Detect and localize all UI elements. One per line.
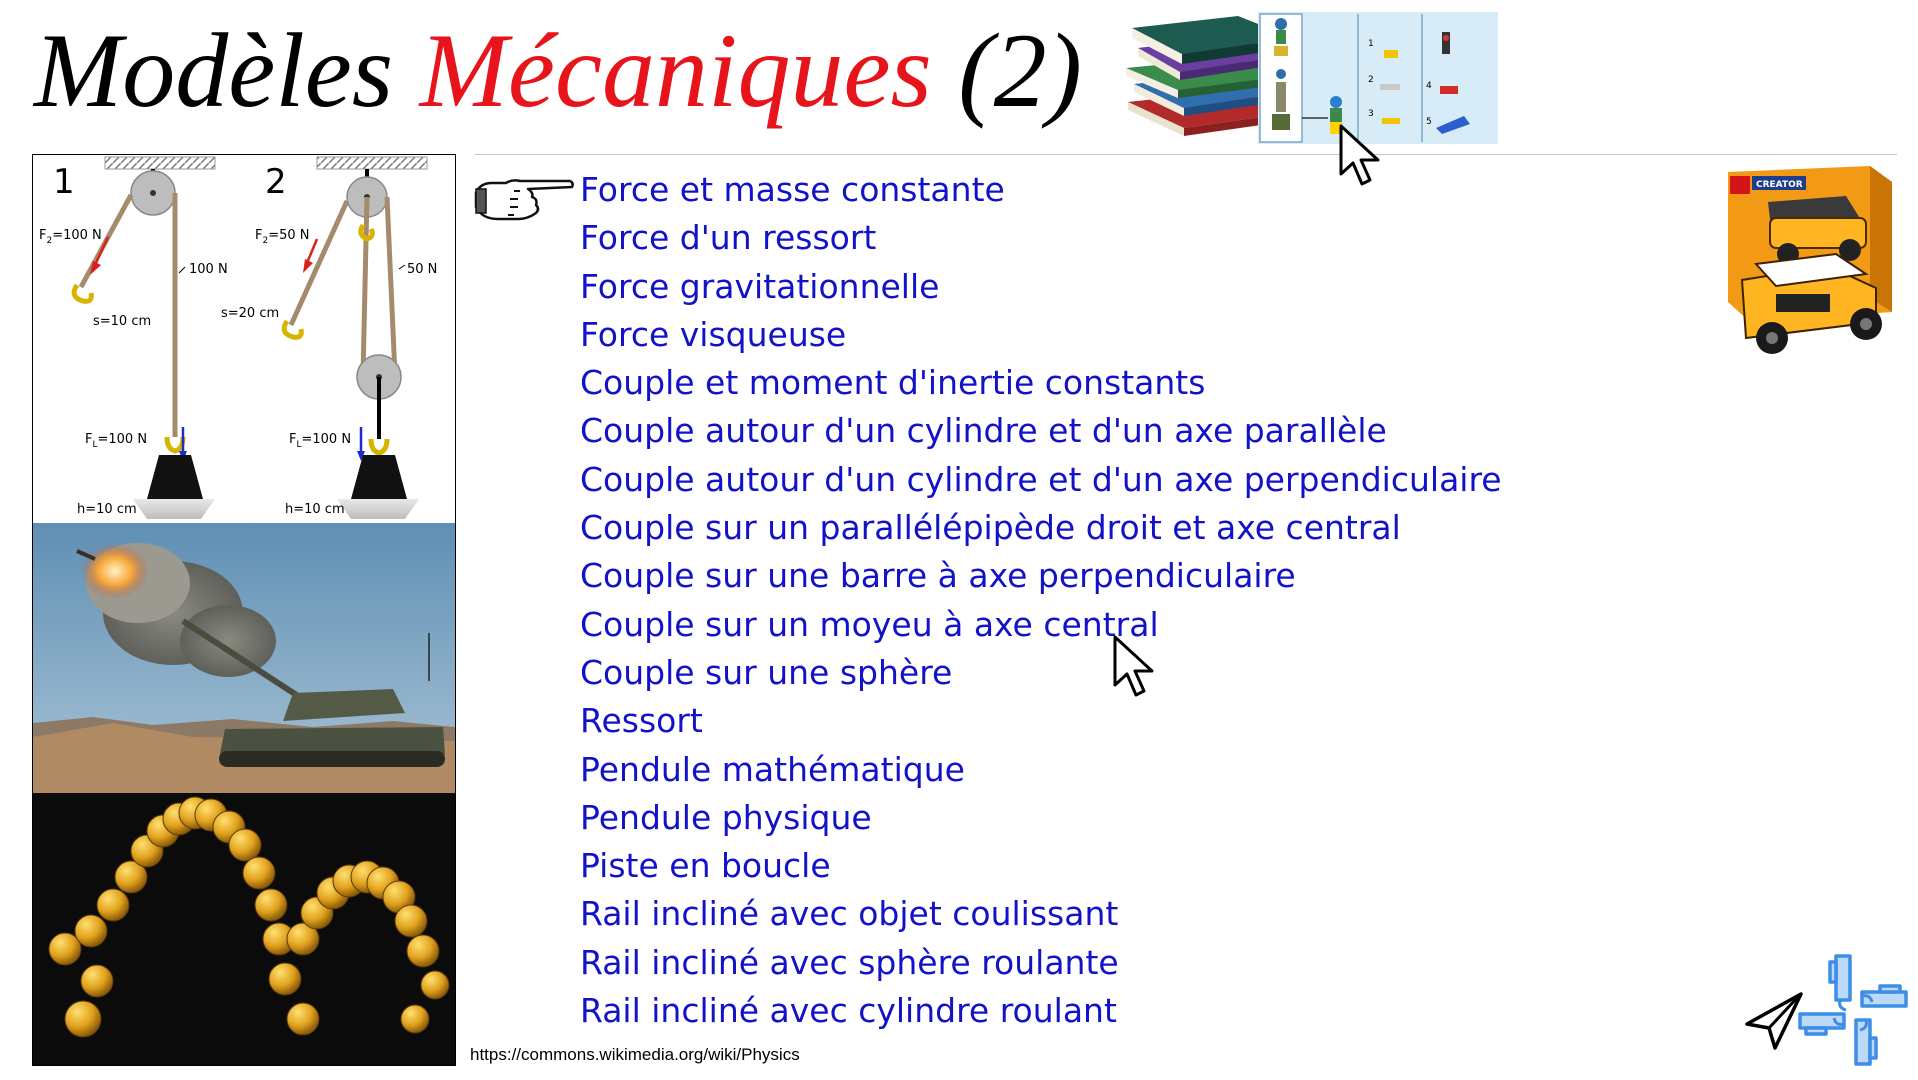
menu-item[interactable]: Couple autour d'un cylindre et d'un axe perpendiculaire	[580, 459, 1502, 499]
left-fl-label: $F_L=100$ N	[85, 432, 148, 450]
menu-item[interactable]: Ressort	[580, 701, 703, 741]
title-part-number: (2)	[958, 12, 1082, 129]
menu-item[interactable]: Rail incliné avec objet coulissant	[580, 894, 1119, 934]
diagram-number-2: 2	[265, 162, 287, 202]
mouse-cursor-icon	[1112, 635, 1160, 701]
lego-box-icon	[1716, 162, 1900, 358]
source-link[interactable]: https://commons.wikimedia.org/wiki/Physics	[470, 1045, 800, 1064]
left-s-label: s=10 cm	[93, 314, 152, 329]
right-rope-label: 50 N	[407, 262, 438, 277]
menu-item[interactable]: Couple et moment d'inertie constants	[580, 363, 1206, 403]
manual-step-3: 3	[1368, 109, 1374, 119]
manual-step-1: 1	[1368, 39, 1374, 49]
menu-item[interactable]: Pendule mathématique	[580, 749, 965, 789]
team-hands-icon[interactable]	[1796, 952, 1910, 1068]
left-rope-label: 100 N	[189, 262, 228, 277]
manual-step-2: 2	[1368, 75, 1374, 85]
manual-step-5: 5	[1426, 117, 1432, 127]
manual-step-4: 4	[1426, 81, 1432, 91]
right-fl-label: $F_L=100$ N	[289, 432, 352, 450]
title-part-modeles: Modèles	[34, 12, 394, 129]
menu-item[interactable]: Force d'un ressort	[580, 218, 877, 258]
mouse-cursor-icon	[1741, 990, 1803, 1052]
pointing-hand-icon	[474, 175, 574, 227]
menu-item[interactable]: Piste en boucle	[580, 846, 831, 886]
menu-item[interactable]: Pendule physique	[580, 797, 872, 837]
menu-item[interactable]: Force gravitationnelle	[580, 266, 940, 306]
title-part-mecaniques: Mécaniques	[419, 12, 932, 129]
diagram-number-1: 1	[53, 162, 75, 202]
left-h-label: h=10 cm	[77, 502, 137, 517]
menu-item[interactable]: Rail incliné avec sphère roulante	[580, 942, 1119, 982]
menu-item[interactable]: Couple sur une barre à axe perpendiculaire	[580, 556, 1296, 596]
menu-item[interactable]: Couple sur un moyeu à axe central	[580, 604, 1159, 644]
menu-item[interactable]: Couple sur une sphère	[580, 652, 953, 692]
page-title	[34, 6, 1082, 136]
left-f2-label: $F_2=100$ N	[39, 228, 102, 246]
menu-item[interactable]: Rail incliné avec cylindre roulant	[580, 991, 1117, 1031]
right-f2-label: $F_2=50$ N	[255, 228, 310, 246]
model-list	[580, 166, 1502, 1035]
menu-item[interactable]: Force visqueuse	[580, 314, 847, 354]
bouncing-ball-photo	[33, 793, 455, 1065]
pulley-diagram	[33, 155, 455, 523]
menu-item[interactable]: Couple sur un parallélépipède droit et axe central	[580, 508, 1401, 548]
menu-item[interactable]: Couple autour d'un cylindre et d'un axe parallèle	[580, 411, 1387, 451]
header-divider	[475, 154, 1897, 155]
illustration-panel	[32, 154, 456, 1066]
right-h-label: h=10 cm	[285, 502, 345, 517]
lego-box-label: CREATOR	[1756, 180, 1803, 190]
right-s-label: s=20 cm	[221, 306, 280, 321]
artillery-photo	[33, 523, 455, 793]
menu-item[interactable]: Force et masse constante	[580, 170, 1005, 209]
